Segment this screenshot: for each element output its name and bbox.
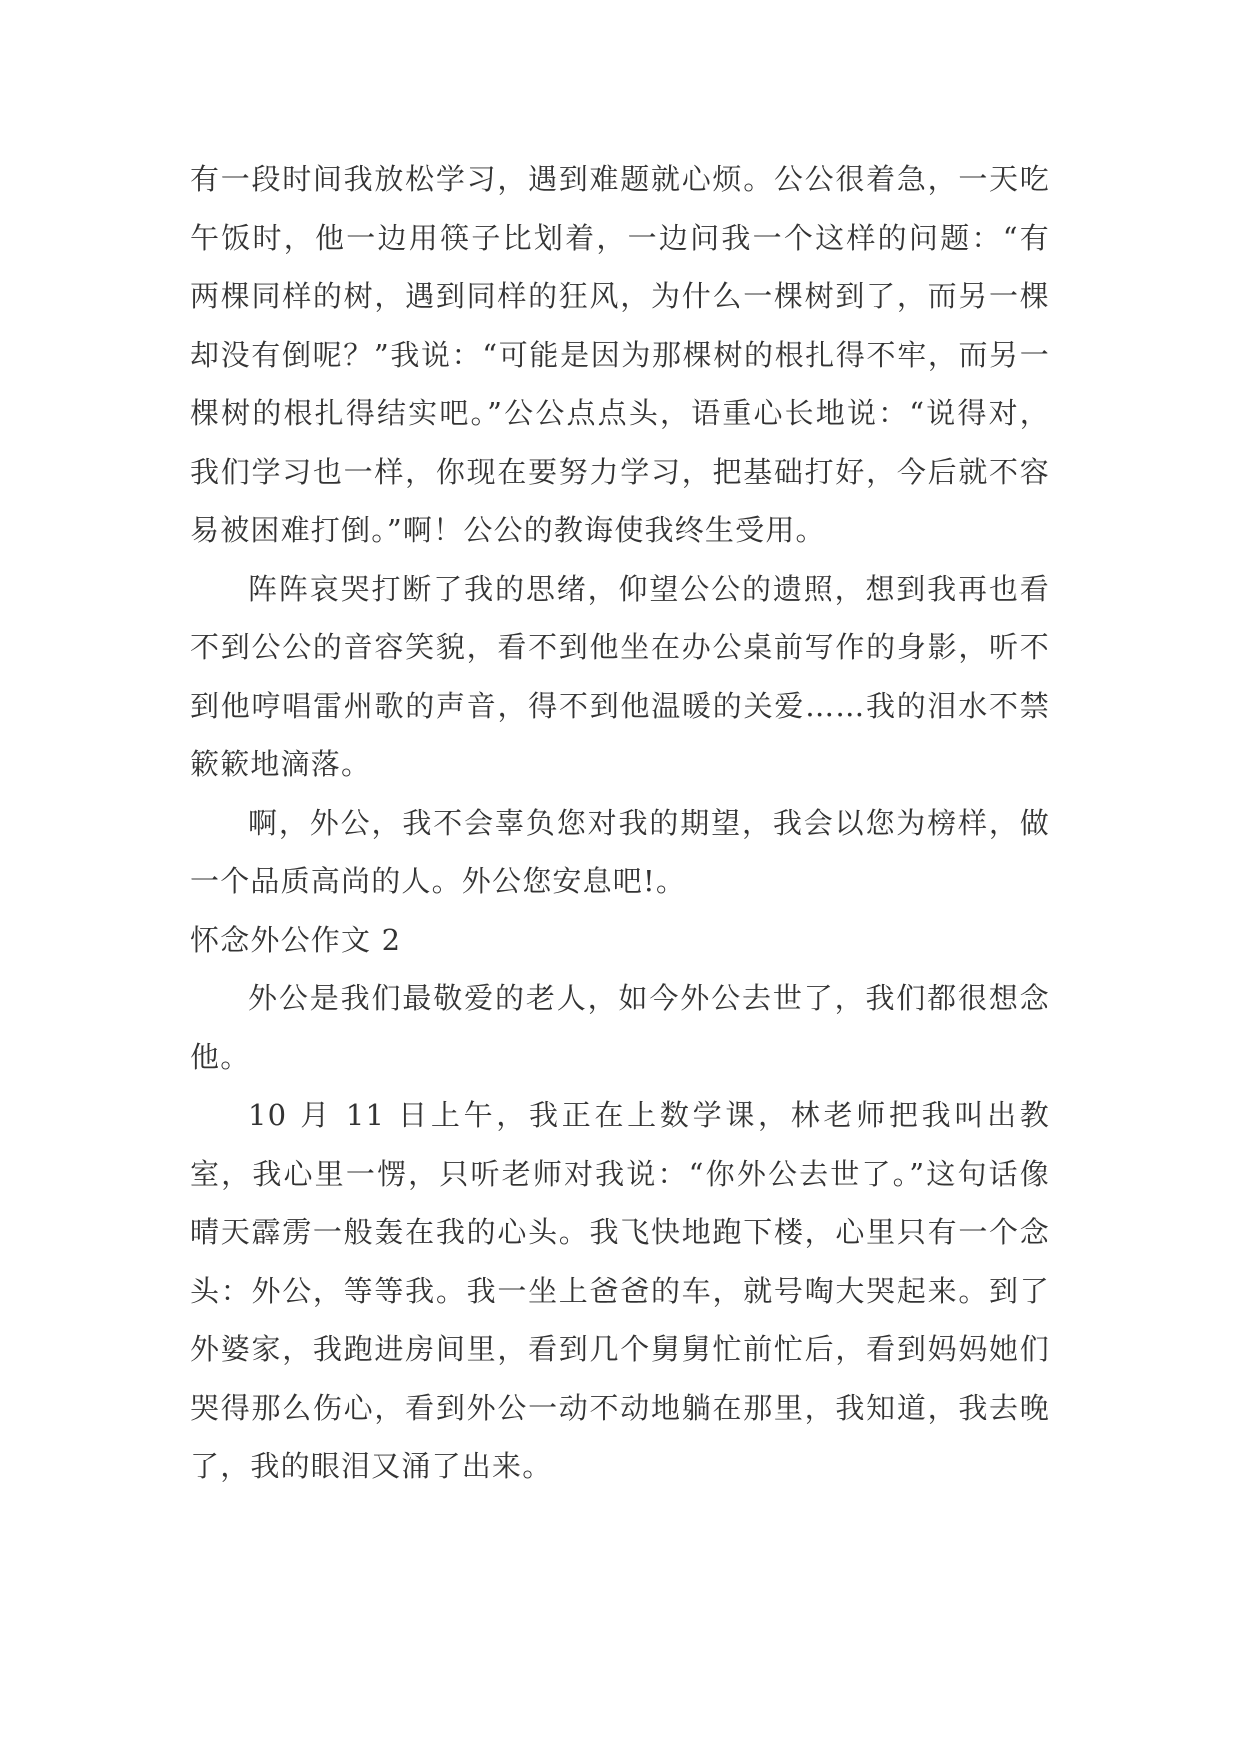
paragraph-intro: 外公是我们最敬爱的老人，如今外公去世了，我们都很想念他。 <box>190 981 1050 1074</box>
section-title: 怀念外公作文 2 <box>190 922 402 957</box>
document-body <box>190 150 1050 1496</box>
paragraph-advice-memory: 有一段时间我放松学习，遇到难题就心烦。公公很着急，一天吃午饭时，他一边用筷子比划着，一边问我一个这样的问题：“有两棵同样的树，遇到同样的狂风，为什么一棵树到了，而另一棵却没有倒呢？”我说：“可能是因为那棵树的根扎得不牢，而另一棵树的根扎得结实吧。”公公点点头，语重心长地说：“说得对，我们学习也一样，你现在要努力学习，把基础打好，今后就不容易被困难打倒。”啊！公公的教诲使我终生受用。 <box>190 162 1050 547</box>
paragraph-news: 10 月 11 日上午，我正在上数学课，林老师把我叫出教室，我心里一愣，只听老师对我说：“你外公去世了。”这句话像晴天霹雳一般轰在我的心头。我飞快地跑下楼，心里只有一个念头：外公，等等我。我一坐上爸爸的车，就号啕大哭起来。到了外婆家，我跑进房间里，看到几个舅舅忙前忙后，看到妈妈她们哭得那么伤心，看到外公一动不动地躺在那里，我知道，我去晚了，我的眼泪又涌了出来。 <box>190 1098 1050 1483</box>
paragraph-mourning: 阵阵哀哭打断了我的思绪，仰望公公的遗照，想到我再也看不到公公的音容笑貌，看不到他坐在办公桌前写作的身影，听不到他哼唱雷州歌的声音，得不到他温暖的关爱……我的泪水不禁簌簌地滴落。 <box>190 571 1050 781</box>
paragraph-promise: 啊，外公，我不会辜负您对我的期望，我会以您为榜样，做一个品质高尚的人。外公您安息吧!。 <box>190 805 1050 898</box>
